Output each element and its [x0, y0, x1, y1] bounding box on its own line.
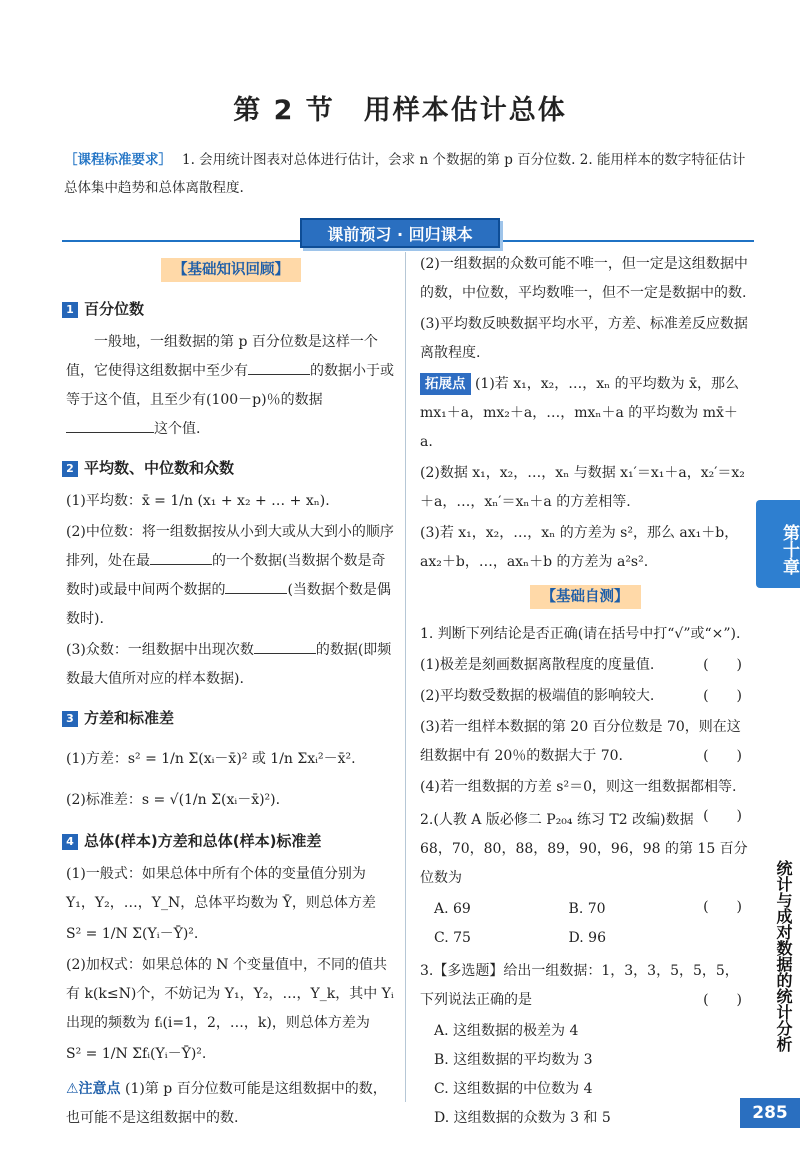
option[interactable]: C. 75 — [434, 930, 471, 946]
option[interactable]: B. 这组数据的平均数为 3 — [434, 1052, 593, 1068]
section-population-variance: 4 总体(样本)方差和总体(样本)标准差 — [62, 827, 396, 856]
subhead-selftest: 【基础自测】 — [420, 583, 750, 612]
sd-formula: (2)标准差：s = √(1/n Σ(xᵢ－x̄)²). — [66, 792, 281, 808]
median-definition: (2)中位数：将一组数据按从小到大或从大到小的顺序排列，处在最 的一个数据(当数据个数是奇数时)或最中间两个数据的 (当数据个数是偶数时). — [66, 524, 394, 627]
general-form: (1)一般式：如果总体中所有个体的变量值分别为 Y₁，Y₂，…，Y_N，总体平均数为 Ȳ，则总体方差 — [66, 866, 376, 911]
number-icon: 4 — [62, 834, 78, 850]
percentile-definition: 一般地，一组数据的第 p 百分位数是这样一个值，它使得这组数据中至少有 的数据小于或等于这个值，且至少有(100－p)％的数据 这个值. — [66, 334, 394, 437]
section-percentile: 1 百分位数 — [62, 295, 396, 324]
question-1c: (3)若一组样本数据的第 20 百分位数是 70，则在这组数据中有 20％的数据大于 70. ( ) — [420, 713, 750, 771]
answer-paren[interactable]: ( ) — [703, 657, 742, 673]
option[interactable]: C. 这组数据的中位数为 4 — [434, 1081, 593, 1097]
answer-paren[interactable]: ( ) — [703, 992, 742, 1008]
fill-blank — [66, 419, 154, 433]
number-icon: 2 — [62, 461, 78, 477]
general-formula: S² = 1/N Σ(Yᵢ－Ȳ)². — [66, 926, 199, 942]
mode-definition: (3)众数：一组数据中出现次数 的数据(即频数最大值所对应的样本数据). — [66, 642, 392, 687]
question-2: 2.(人教 A 版必修二 P₂₀₄ 练习 T2 改编)数据 68，70，80，88，89，90，96，98 的第 15 百分位数为 ( ) — [420, 806, 750, 893]
option[interactable]: D. 96 — [568, 930, 606, 946]
course-standard — [64, 146, 754, 202]
extension-2: (2)数据 x₁，x₂，…，xₙ 与数据 x₁′＝x₁＋a，x₂′＝x₂＋a，…，xₙ′＝xₙ＋a 的方差相等. — [420, 465, 745, 510]
page-number: 285 — [740, 1098, 800, 1128]
note: ⚠注意点 (1)第 p 百分位数可能是这组数据中的数，也可能不是这组数据中的数. — [66, 1081, 387, 1126]
standard-text: 1. 会用统计图表对总体进行估计，会求 n 个数据的第 p 百分位数. 2. 能用样本的数字特征估计总体集中趋势和总体离散程度. — [64, 152, 746, 196]
question-1: 1. 判断下列结论是否正确(请在括号中打“√”或“×”). — [420, 626, 741, 642]
extension-3: (3)若 x₁，x₂，…，xₙ 的方差为 s²，那么 ax₁＋b，ax₂＋b，…，axₙ＋b 的方差为 a²s². — [420, 525, 739, 570]
question-1d: (4)若一组数据的方差 s²＝0，则这一组数据都相等. ( ) — [420, 773, 750, 802]
column-divider — [405, 252, 406, 1102]
number-icon: 1 — [62, 302, 78, 318]
weighted-form: (2)加权式：如果总体的 N 个变量值中，不同的值共有 k(k≤N)个，不妨记为 Y₁，Y₂，…，Y_k，其中 Yᵢ 出现的频数为 fᵢ(i=1，2，…，k)，则总体方差为 — [66, 957, 394, 1031]
fill-blank — [254, 640, 316, 654]
option[interactable]: A. 69 — [434, 901, 471, 917]
variance-formula: (1)方差：s² = 1/n Σ(xᵢ－x̄)² 或 1/n Σxᵢ²－x̄². — [66, 751, 356, 767]
question-1b: (2)平均数受数据的极端值的影响较大. ( ) — [420, 682, 750, 711]
mode-note: (2)一组数据的众数可能不唯一，但一定是这组数据中的数，中位数，平均数唯一，但不一定是数据中的数. — [420, 256, 748, 301]
section-banner: 课前预习 · 回归课本 — [300, 218, 500, 248]
weighted-formula: S² = 1/N Σfᵢ(Yᵢ－Ȳ)². — [66, 1046, 207, 1062]
subhead-review: 【基础知识回顾】 — [66, 256, 396, 285]
page-title: 第 2 节 用样本估计总体 — [233, 95, 567, 126]
chapter-title-vertical: 统计与成对数据的统计分析 — [774, 860, 793, 1052]
left-column — [66, 250, 396, 1135]
question-3-options — [420, 1017, 750, 1133]
warning-icon: ⚠注意点 — [66, 1081, 121, 1097]
question-2-options — [420, 895, 703, 953]
answer-paren[interactable]: ( ) — [703, 899, 742, 915]
question-1a: (1)极差是刻画数据离散程度的度量值. ( ) — [420, 651, 750, 680]
fill-blank — [225, 580, 287, 594]
option[interactable]: A. 这组数据的极差为 4 — [434, 1023, 579, 1039]
fill-blank — [248, 361, 310, 375]
fill-blank — [150, 551, 212, 565]
standard-label: ［课程标准要求］ — [64, 152, 172, 168]
mean-formula: (1)平均数：x̄ = 1/n (x₁ + x₂ + … + xₙ). — [66, 493, 330, 509]
extension-tag: 拓展点 — [420, 373, 471, 395]
right-column — [420, 250, 750, 1133]
section-variance: 3 方差和标准差 — [62, 704, 396, 733]
option[interactable]: D. 这组数据的众数为 3 和 5 — [434, 1110, 611, 1126]
answer-paren[interactable]: ( ) — [703, 748, 742, 764]
number-icon: 3 — [62, 711, 78, 727]
option[interactable]: B. 70 — [568, 901, 606, 917]
chapter-tab: 第十章 — [756, 500, 800, 588]
spread-note: (3)平均数反映数据平均水平，方差、标准差反应数据离散程度. — [420, 316, 748, 361]
section-averages: 2 平均数、中位数和众数 — [62, 454, 396, 483]
question-3: 3.【多选题】给出一组数据：1，3，3，5，5，5，下列说法正确的是 ( ) — [420, 957, 750, 1015]
answer-paren[interactable]: ( ) — [703, 688, 742, 704]
answer-paren[interactable]: ( ) — [703, 808, 742, 824]
extension-1: 拓展点 (1)若 x₁，x₂，…，xₙ 的平均数为 x̄，那么 mx₁＋a，mx₂＋a，…，mxₙ＋a 的平均数为 mx̄＋a. — [420, 370, 750, 457]
